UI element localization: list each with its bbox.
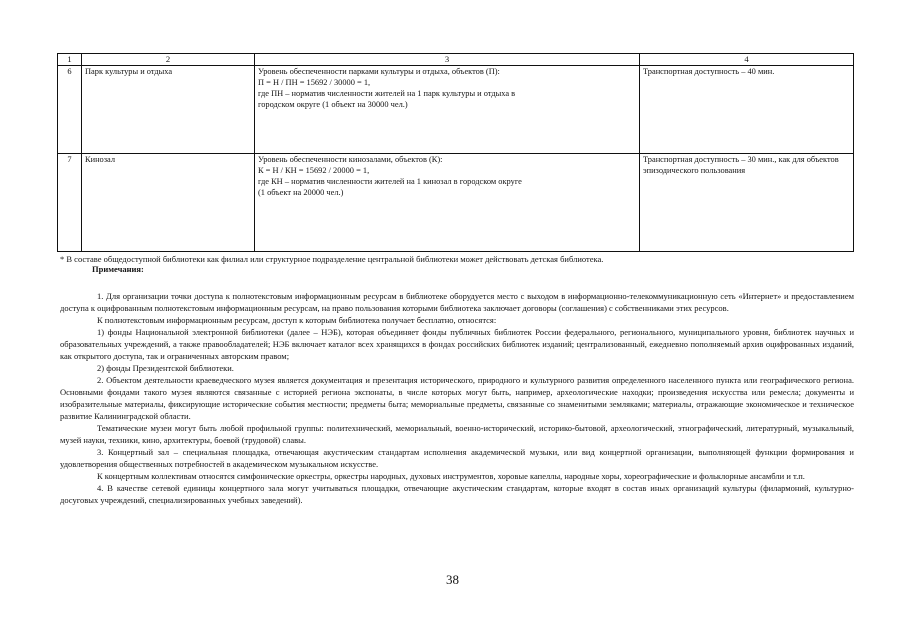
table-header-cell: 4: [640, 54, 854, 66]
transport-access: Транспортная доступность – 40 мин.: [640, 66, 854, 154]
table-header-row: [58, 54, 854, 66]
table-header-cell: 3: [255, 54, 640, 66]
provision-level-line: Уровень обеспеченности парками культуры и отдыха, объектов (П):: [258, 67, 500, 77]
provision-level-line: К = Н / КН = 15692 / 20000 = 1,: [258, 166, 370, 176]
note-paragraph: 1. Для организации точки доступа к полнотекстовым информационным ресурсам в библиотеке оборудуется место с выходом в информационно-телекоммуникационную сеть «Интернет» и предоставлением доступа к оцифрованным полнотекстовым информационным ресурсам, на право пользования которыми библиотека заключает договоры (соглашения) с собственниками этих ресурсов.: [60, 291, 854, 313]
norms-table: [57, 53, 854, 252]
provision-level: [255, 154, 640, 252]
note-paragraph: 4. В качестве сетевой единицы концертного зала могут учитываться площадки, отвечающие акустическим стандартам, которые входят в состав иных организаций культуры (филармоний, культурно-досуговых учреждений, специализированных учебных заведений).: [60, 483, 854, 505]
provision-level-line: городском округе (1 объект на 30000 чел.): [258, 99, 408, 109]
note-paragraph: К полнотекстовым информационным ресурсам, доступ к которым библиотека получает бесплатно, относятся:: [97, 315, 497, 325]
provision-level: [255, 66, 640, 154]
note-paragraph: 2. Объектом деятельности краеведческого музея является документация и презентация исторического, природного и культурного развития определенного населенного пункта или географического региона. Основными фондами такого музея являются связанные с историей региона экспонаты, в числе которых могут быть, например, археологические находки; произведения искусства или ремесла; документы и изобразительные материалы, фиксирующие исторические события местности; предметы быта; мемориальные предметы, связанные со знаменитыми земляками; материалы, отражающие экономическое и техническое развитие Калининградской области.: [60, 375, 854, 421]
row-number: 6: [58, 66, 82, 154]
note-paragraph: 2) фонды Президентской библиотеки.: [97, 363, 234, 373]
table-header-cell: 1: [58, 54, 82, 66]
table-row: [58, 154, 854, 252]
provision-level-line: где КН – норматив численности жителей на 1 кинозал в городском округе: [258, 177, 522, 187]
provision-level-line: (1 объект на 20000 чел.): [258, 187, 344, 197]
row-number: 7: [58, 154, 82, 252]
note-paragraph: 3. Концертный зал – специальная площадка, отвечающая акустическим стандартам исполнения академической музыки, или вид концертной организации, выполняющей функции формирования и удовлетворения общественных потребностей в академическом музыкальном искусстве.: [60, 447, 854, 469]
note-paragraph: Тематические музеи могут быть любой профильной группы: политехнический, мемориальный, военно-исторический, историко-бытовой, археологический, этнографический, литературный, музыкальный, музей науки, техники, кино, архитектуры, боевой (трудовой) славы.: [60, 423, 854, 445]
note-paragraph: К концертным коллективам относятся симфонические оркестры, оркестры народных, духовых инструментов, хоровые капеллы, народные хоры, хореографические и фольклорные ансамбли и т.п.: [97, 471, 805, 481]
notes-title: Примечания:: [92, 264, 144, 274]
table-header-cell: 2: [82, 54, 255, 66]
object-name: Кинозал: [82, 154, 255, 252]
transport-access: Транспортная доступность – 30 мин., как для объектов эпизодического пользования: [640, 154, 854, 252]
object-name: Парк культуры и отдыха: [82, 66, 255, 154]
provision-level-line: Уровень обеспеченности кинозалами, объектов (К):: [258, 155, 443, 165]
provision-level-line: где ПН – норматив численности жителей на 1 парк культуры и отдыха в: [258, 89, 516, 99]
table-footnote: * В составе общедоступной библиотеки как филиал или структурное подразделение центральной библиотеки может действовать детская библиотека.: [60, 254, 604, 264]
note-paragraph: 1) фонды Национальной электронной библиотеки (далее – НЭБ), которая объединяет фонды публичных библиотек России федерального, регионального, муниципального уровня, библиотек научных и образовательных учреждений, а также правообладателей; НЭБ включает каталог всех хранящихся в фондах российских библиотек изданий; централизованный, ежедневно пополняемый архив оцифрованных изданий, как открытого доступа, так и ограниченных авторским правом;: [60, 327, 854, 361]
page-number: 38: [446, 572, 459, 587]
provision-level-line: П = Н / ПН = 15692 / 30000 = 1,: [258, 78, 371, 88]
notes-body: [60, 290, 854, 506]
table-row: [58, 66, 854, 154]
